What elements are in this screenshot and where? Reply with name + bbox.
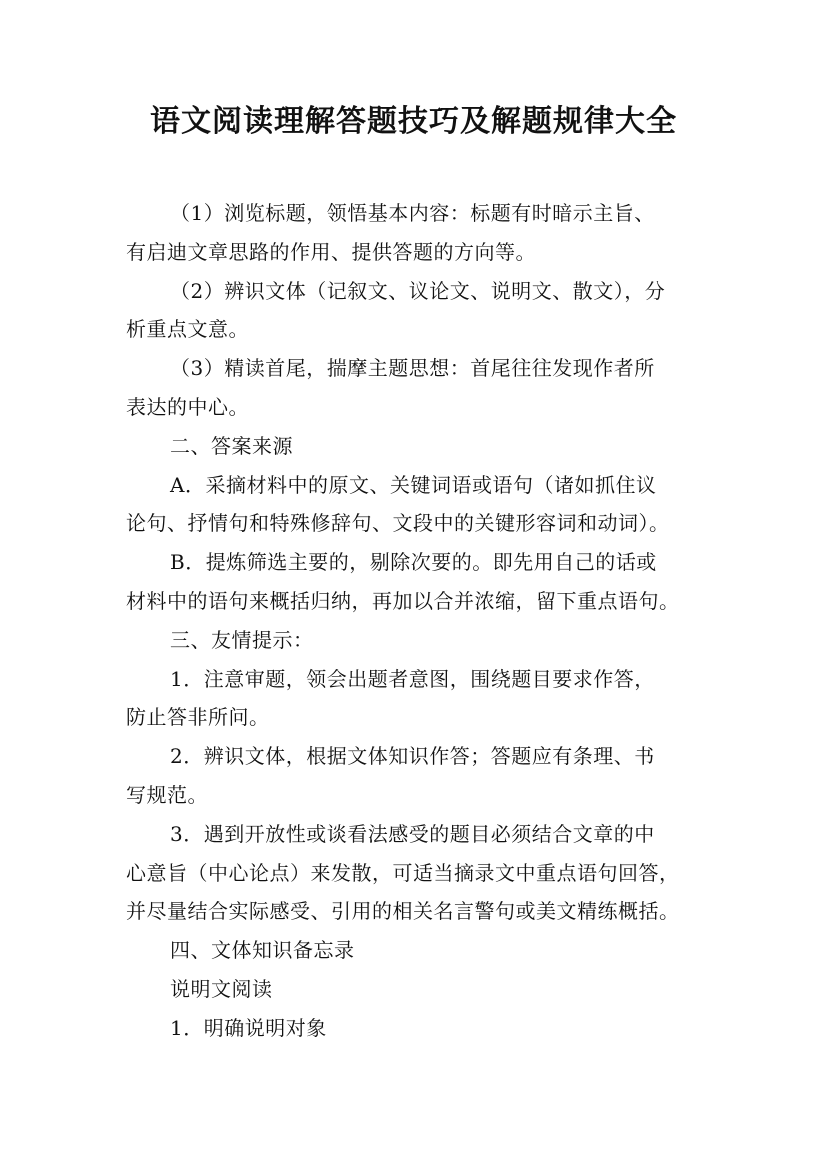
document-body xyxy=(126,194,706,1048)
text-line: 论句、抒情句和特殊修辞句、文段中的关键形容词和动词）。 xyxy=(126,511,670,536)
text-line: 3．遇到开放性或谈看法感受的题目必须结合文章的中 xyxy=(170,821,655,846)
text-line: 材料中的语句来概括归纳，再加以合并浓缩，留下重点语句。 xyxy=(126,588,680,613)
text-line: 写规范。 xyxy=(126,782,208,807)
text-line: 有启迪文章思路的作用、提供答题的方向等。 xyxy=(126,239,536,264)
text-line: （2）辨识文体（记叙文、议论文、说明文、散文），分 xyxy=(170,278,666,303)
text-line: 1．注意审题，领会出题者意图，围绕题目要求作答， xyxy=(170,666,655,691)
text-line: 说明文阅读 xyxy=(170,976,273,1001)
text-line: 并尽量结合实际感受、引用的相关名言警句或美文精练概括。 xyxy=(126,899,680,924)
text-line: （1）浏览标题，领悟基本内容：标题有时暗示主旨、 xyxy=(170,201,655,225)
text-line: 1．明确说明对象 xyxy=(170,1015,327,1040)
text-line: 析重点文意。 xyxy=(126,317,249,342)
text-line: 二、答案来源 xyxy=(170,433,293,458)
text-line: 四、文体知识备忘录 xyxy=(170,938,355,963)
text-line: B．提炼筛选主要的，剔除次要的。即先用自己的话或 xyxy=(170,550,657,575)
text-line: A．采摘材料中的原文、关键词语或语句（诸如抓住议 xyxy=(170,472,657,497)
text-line: 三、友情提示： xyxy=(170,627,314,652)
text-line: 2．辨识文体，根据文体知识作答；答题应有条理、书 xyxy=(170,744,655,769)
text-line: （3）精读首尾，揣摩主题思想：首尾往往发现作者所 xyxy=(170,356,655,381)
text-line: 防止答非所问。 xyxy=(126,705,270,730)
text-line: 表达的中心。 xyxy=(126,394,249,419)
document-title: 语文阅读理解答题技巧及解题规律大全 xyxy=(150,104,677,139)
text-line: 心意旨（中心论点）来发散，可适当摘录文中重点语句回答， xyxy=(126,860,680,885)
